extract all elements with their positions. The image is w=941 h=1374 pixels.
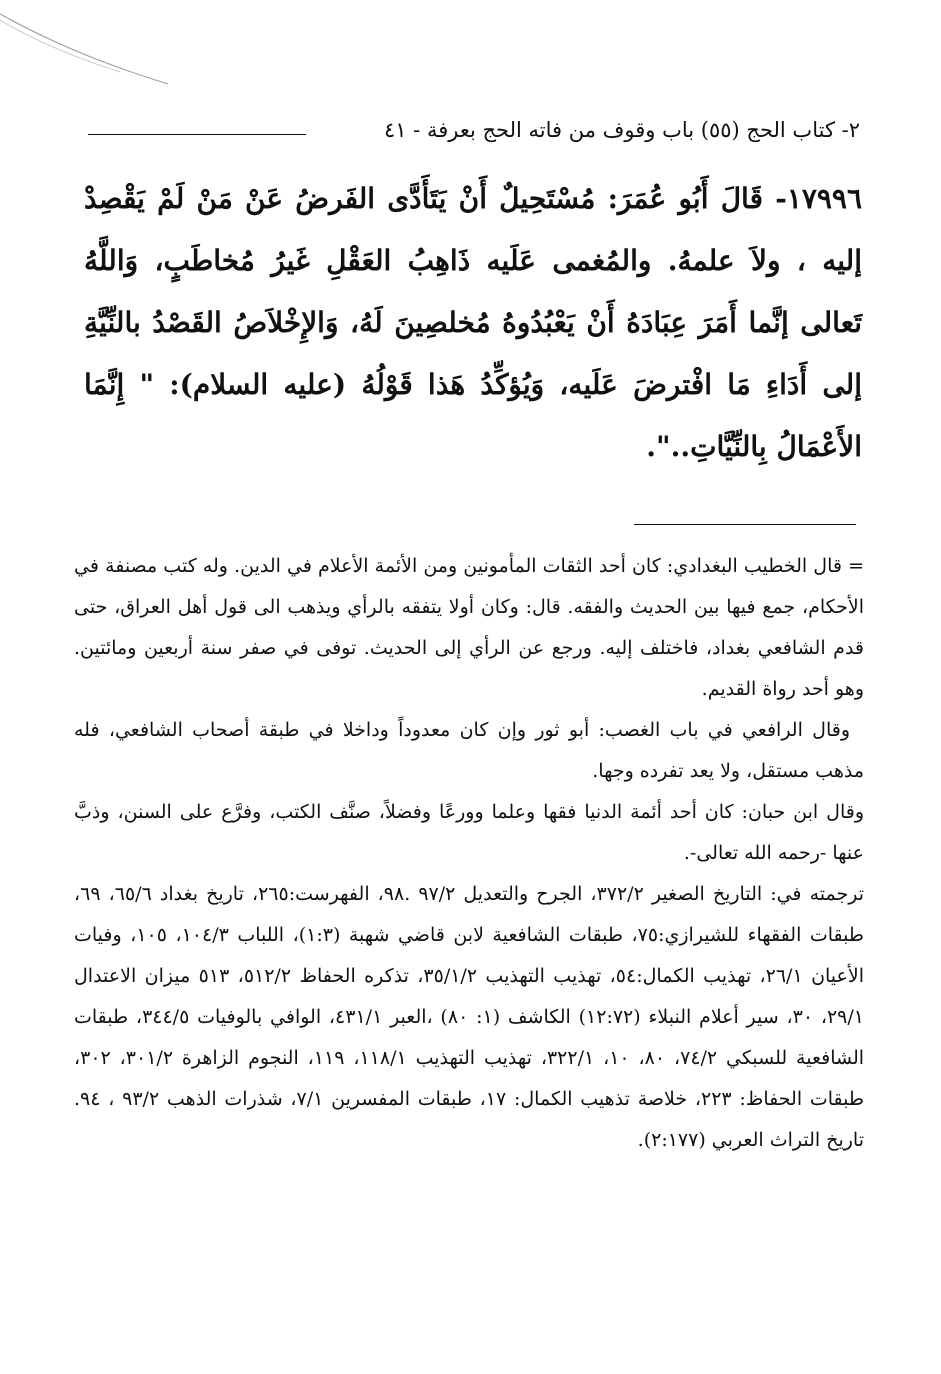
- header-rule: [88, 134, 306, 135]
- footnote-separator: [634, 524, 856, 525]
- footnote-paragraph: وقال ابن حبان: كان أحد أئمة الدنيا فقها وعلما وورعًا وفضلاً، صنَّف الكتب، وفرَّع على السنن، وذبَّ عنها -رحمه الله تعالى-.: [74, 801, 864, 864]
- footnote-paragraph: ترجمته في: التاريخ الصغير ٣٧٢/٢، الجرح والتعديل ٩٧/٢ .٩٨، الفهرست:٢٦٥، تاريخ بغداد ٦٥/٦، ٦٩، طبقات الفقهاء للشيرازي:٧٥، طبقات الشافعية لابن قاضي شهبة (١:٣)، اللباب ١٠٤/٣، ١٠٥، وفيات الأعيان ٢٦/١، تهذيب الكمال:٥٤، تهذيب التهذيب ٣٥/١/٢، تذكره الحفاظ ٥١٢/٢، ٥١٣ ميزان الاعتدال ٢٩/١، ٣٠، سير أعلام النبلاء (١٢:٧٢) الكاشف (١: ٨٠) ،العبر ٤٣١/١، الوافي بالوفيات ٣٤٤/٥، طبقات الشافعية للسبكي ٧٤/٢، ٨٠، ١٠، ٣٢٢/١، تهذيب التهذيب ١١٨/١، ١١٩، النجوم الزاهرة ٣٠١/٢، ٣٠٢، طبقات الحفاظ: ٢٢٣، خلاصة تذهيب الكمال: ١٧، طبقات المفسرين ٧/١، شذرات الذهب ٩٣/٢ ، ٩٤. تاريخ التراث العربي (٢:١٧٧).: [74, 883, 865, 1151]
- main-entry: [84, 168, 862, 478]
- running-header-text: ٢- كتاب الحج (٥٥) باب وقوف من فاته الحج بعرفة - ٤١: [383, 118, 860, 142]
- entry-body: مُسْتَحِيلٌ أَنْ يَتَأَدَّى الفَرضُ عَنْ مَنْ لَمْ يَقْصِدْ إليه ، ولاَ علمهُ. والمُغمى عَلَيه ذَاهِبُ العَقْلِ غَيرُ مُخاطَبٍ، وَاللَّهُ تَعالى إنَّما أَمَرَ عِبَادَهُ أَنْ يَعْبُدُوهُ مُخلصِينَ لَهُ، وَالإِخْلاَصُ القَصْدُ بالنِّيَّةِ إلى أَدَاءِ مَا افْترضَ عَلَيه، وَيُؤكِّدُ هَذا قَوْلُهُ (عليه السلام): " إِنَّمَا الأَعْمَالُ بِالنِّيَّاتِ..".: [84, 182, 863, 463]
- footnote-paragraph: = قال الخطيب البغدادي: كان أحد الثقات المأمونين ومن الأئمة الأعلام في الدين. وله كتب مصنفة في الأحكام، جمع فيها بين الحديث والفقه. قال: وكان أولا يتفقه بالرأي ويذهب الى قول أهل العراق، حتى قدم الشافعي بغداد، فاختلف إليه. ورجع عن الرأي إلى الحديث. توفى في صفر سنة أربعين ومائتين. وهو أحد رواة القديم.: [74, 555, 864, 700]
- footnote-paragraph: وقال الرافعي في باب الغصب: أبو ثور وإن كان معدوداً وداخلا في طبقة أصحاب الشافعي، فله مذهب مستقل، ولا يعد تفرده وجها.: [74, 719, 864, 782]
- entry-number: ١٧٩٩٦-: [775, 182, 863, 215]
- running-header: [90, 112, 860, 148]
- scan-edge-mark: [0, 8, 170, 88]
- footnotes: [74, 546, 864, 1161]
- entry-speaker: قَالَ أَبُو عُمَرَ:: [607, 182, 763, 215]
